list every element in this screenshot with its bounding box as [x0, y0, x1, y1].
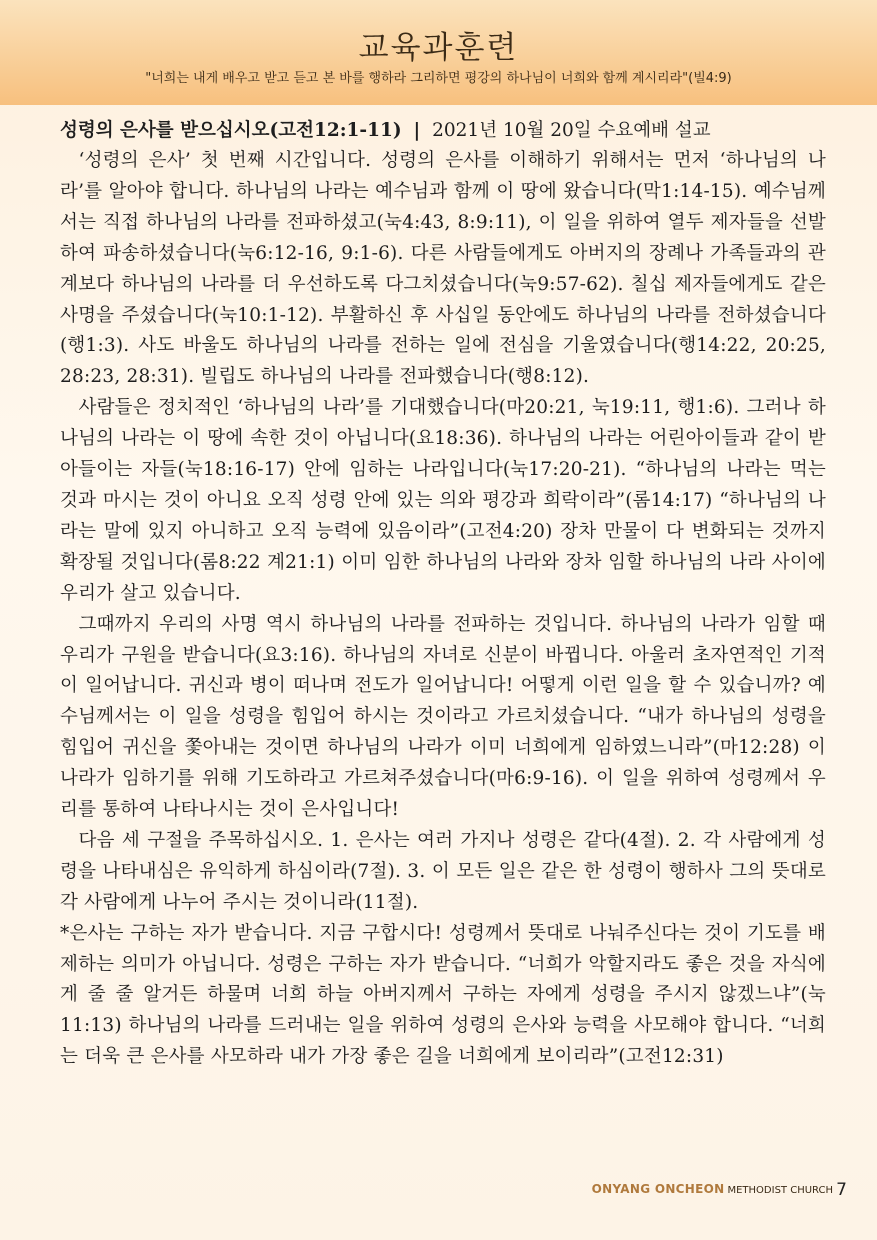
church-brand-sub: METHODIST CHURCH [727, 1185, 833, 1196]
sermon-paragraph: 다음 세 구절을 주목하십시오. 1. 은사는 여러 가지나 성령은 같다(4절). 2. 각 사람에게 성령을 나타내심은 유익하게 하심이라(7절). 3. 이 모든 일은 같은 한 성령이 행하사 그의 뜻대로 각 사람에게 나누어 주시는 것이니라(11절). [60, 829, 826, 913]
sermon-heading [60, 116, 826, 146]
header-verse: "너희는 내게 배우고 받고 듣고 본 바를 행하라 그리하면 평강의 하나님이 너희와 함께 계시리라"(빌4:9) [145, 71, 732, 86]
sermon-paragraph: *은사는 구하는 자가 받습니다. 지금 구합시다! 성령께서 뜻대로 나눠주신다는 것이 기도를 배제하는 의미가 아닙니다. 성령은 구하는 자가 받습니다. “너희가 악할지라도 좋은 것을 자식에게 줄 줄 알거든 하물며 너희 하늘 아버지께서 구하는 자에게 성령을 주시지 않겠느냐”(눅11:13) 하나님의 나라를 드러내는 일을 위하여 성령의 은사와 능력을 사모해야 합니다. “너희는 더욱 큰 은사를 사모하라 내가 가장 좋은 길을 너희에게 보이리라”(고전12:31) [60, 922, 826, 1068]
section-title: 교육과훈련 [358, 30, 519, 66]
page-header [0, 0, 877, 105]
church-brand: ONYANG ONCHEON [591, 1182, 725, 1196]
heading-separator: | [413, 120, 421, 141]
sermon-date: 2021년 10월 20일 수요예배 설교 [432, 120, 711, 141]
sermon-title: 성령의 은사를 받으십시오(고전12:1-11) [60, 120, 402, 141]
sermon-paragraph: 그때까지 우리의 사명 역시 하나님의 나라를 전파하는 것입니다. 하나님의 나라가 임할 때 우리가 구원을 받습니다(요3:16). 하나님의 자녀로 신분이 바뀝니다. 아울러 초자연적인 기적이 일어납니다. 귀신과 병이 떠나며 전도가 일어납니다! 어떻게 이런 일을 할 수 있습니까? 예수님께서는 이 일을 성령을 힘입어 하시는 것이라고 가르치셨습니다. “내가 하나님의 성령을 힘입어 귀신을 쫓아내는 것이면 하나님의 나라가 이미 너희에게 임하였느니라”(마12:28) 이 나라가 임하기를 위해 기도하라고 가르쳐주셨습니다(마6:9-16). 이 일을 위하여 성령께서 우리를 통하여 나타나시는 것이 은사입니다! [60, 613, 826, 821]
footer-church-name [592, 1178, 833, 1197]
sermon-content [60, 116, 826, 1073]
sermon-paragraph: 사람들은 정치적인 ‘하나님의 나라’를 기대했습니다(마20:21, 눅19:11, 행1:6). 그러나 하나님의 나라는 이 땅에 속한 것이 아닙니다(요18:36). 하나님의 나라는 어린아이들과 같이 받아들이는 자들(눅18:16-17) 안에 임하는 나라입니다(눅17:20-21). “하나님의 나라는 먹는 것과 마시는 것이 아니요 오직 성령 안에 있는 의와 평강과 희락이라”(롬14:17) “하나님의 나라는 말에 있지 아니하고 오직 능력에 있음이라”(고전4:20) 장차 만물이 다 변화되는 것까지 확장될 것입니다(롬8:22 계21:1) 이미 임한 하나님의 나라와 장차 임할 하나님의 나라 사이에 우리가 살고 있습니다. [60, 397, 826, 604]
sermon-paragraph: ‘성령의 은사’ 첫 번째 시간입니다. 성령의 은사를 이해하기 위해서는 먼저 ‘하나님의 나라’를 알아야 합니다. 하나님의 나라는 예수님과 함께 이 땅에 왔습니다(막1:14-15). 예수님께서는 직접 하나님의 나라를 전파하셨고(눅4:43, 8:9:11), 이 일을 위하여 열두 제자들을 선발하여 파송하셨습니다(눅6:12-16, 9:1-6). 다른 사람들에게도 아버지의 장례나 가족들과의 관계보다 하나님의 나라를 더 우선하도록 다그치셨습니다(눅9:57-62). 칠십 제자들에게도 같은 사명을 주셨습니다(눅10:1-12). 부활하신 후 사십일 동안에도 하나님의 나라를 전하셨습니다(행1:3). 사도 바울도 하나님의 나라를 전하는 일에 전심을 기울였습니다(행14:22, 20:25, 28:23, 28:31). 빌립도 하나님의 나라를 전파했습니다(행8:12). [60, 150, 826, 388]
page-number: 7 [836, 1180, 847, 1200]
